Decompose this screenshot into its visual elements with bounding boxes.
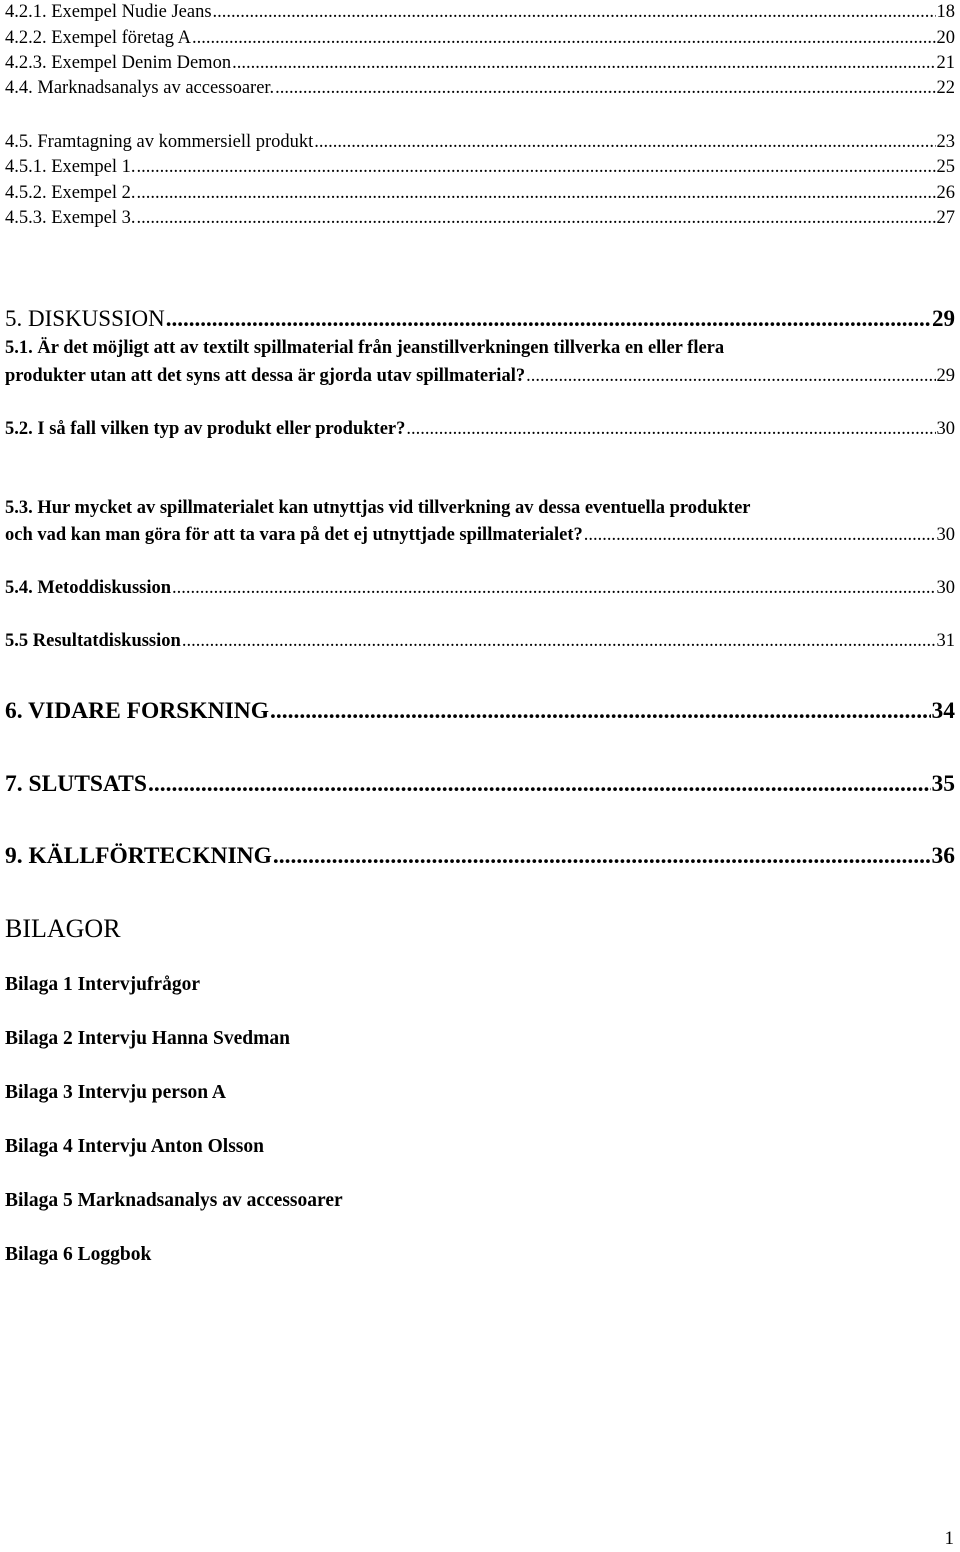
toc-label: 4.5.1. Exempel 1. bbox=[5, 157, 136, 177]
toc-entry-4-5-2[interactable] bbox=[5, 183, 955, 204]
toc-entry-4-5-3[interactable] bbox=[5, 208, 955, 229]
toc-entry-4-2-2[interactable] bbox=[5, 28, 955, 49]
toc-leader bbox=[182, 631, 936, 652]
toc-page: 34 bbox=[931, 698, 955, 724]
toc-label: 5. DISKUSSION bbox=[5, 306, 165, 331]
toc-leader bbox=[137, 183, 936, 204]
toc-label: 7. SLUTSATS bbox=[5, 771, 147, 797]
toc-entry-4-5[interactable] bbox=[5, 132, 955, 153]
toc-page: 25 bbox=[936, 157, 955, 177]
toc-page: 27 bbox=[936, 208, 955, 228]
toc-entry-9[interactable] bbox=[5, 843, 955, 870]
toc-page: 22 bbox=[936, 78, 955, 98]
toc-label: och vad kan man göra för att ta vara på det ej utnyttjade spillmaterialet? bbox=[5, 525, 583, 545]
page-number: 1 bbox=[944, 1528, 954, 1549]
toc-leader bbox=[270, 698, 931, 725]
toc-leader bbox=[275, 78, 935, 99]
toc-page: 23 bbox=[936, 132, 955, 152]
toc-page: 29 bbox=[936, 366, 955, 386]
toc-leader bbox=[148, 771, 931, 798]
toc-entry-4-2-3[interactable] bbox=[5, 53, 955, 74]
toc-label: 4.4. Marknadsanalys av accessoarer. bbox=[5, 78, 275, 98]
toc-page: 30 bbox=[936, 419, 955, 439]
toc-label: produkter utan att det syns att dessa är gjorda utav spillmaterial? bbox=[5, 366, 526, 386]
toc-entry-5[interactable] bbox=[5, 306, 955, 332]
toc-page: 18 bbox=[936, 2, 955, 22]
toc-entry-5-3-line1[interactable]: 5.3. Hur mycket av spillmaterialet kan utnyttjas vid tillverkning av dessa eventuella produkter bbox=[5, 498, 751, 518]
toc-entry-7[interactable] bbox=[5, 771, 955, 798]
toc-label: 5.2. I så fall vilken typ av produkt eller produkter? bbox=[5, 419, 406, 439]
toc-entry-5-2[interactable] bbox=[5, 419, 955, 440]
toc-entry-4-2-1[interactable] bbox=[5, 2, 955, 23]
toc-entry-5-4[interactable] bbox=[5, 578, 955, 599]
bilaga-item-2[interactable]: Bilaga 2 Intervju Hanna Svedman bbox=[5, 1028, 290, 1049]
bilaga-item-6[interactable]: Bilaga 6 Loggbok bbox=[5, 1244, 152, 1265]
bilaga-item-4[interactable]: Bilaga 4 Intervju Anton Olsson bbox=[5, 1136, 264, 1157]
toc-entry-4-4[interactable] bbox=[5, 78, 955, 99]
toc-leader bbox=[273, 843, 931, 870]
toc-leader bbox=[406, 419, 935, 440]
toc-page: 30 bbox=[936, 578, 955, 598]
toc-page: 36 bbox=[931, 843, 955, 869]
toc-leader bbox=[314, 132, 935, 153]
toc-label: 4.5. Framtagning av kommersiell produkt bbox=[5, 132, 314, 152]
toc-leader bbox=[137, 157, 936, 178]
toc-leader bbox=[526, 366, 935, 387]
toc-label: 6. VIDARE FORSKNING bbox=[5, 698, 269, 724]
toc-leader bbox=[166, 306, 931, 332]
toc-leader bbox=[232, 53, 935, 74]
toc-leader bbox=[213, 2, 936, 23]
toc-label: 5.5 Resultatdiskussion bbox=[5, 631, 181, 651]
bilagor-heading: BILAGOR bbox=[5, 914, 121, 943]
toc-page: 20 bbox=[936, 28, 955, 48]
toc-entry-5-5[interactable] bbox=[5, 631, 955, 652]
toc-label: 5.4. Metoddiskussion bbox=[5, 578, 172, 598]
toc-label: 4.2.2. Exempel företag A bbox=[5, 28, 191, 48]
toc-page: 21 bbox=[936, 53, 955, 73]
bilaga-item-5[interactable]: Bilaga 5 Marknadsanalys av accessoarer bbox=[5, 1190, 343, 1211]
toc-page: 31 bbox=[936, 631, 955, 651]
toc-label: 4.5.2. Exempel 2. bbox=[5, 183, 136, 203]
toc-label: 4.5.3. Exempel 3. bbox=[5, 208, 136, 228]
toc-label: 4.2.1. Exempel Nudie Jeans bbox=[5, 2, 212, 22]
toc-page: 30 bbox=[936, 525, 955, 545]
toc-label: 9. KÄLLFÖRTECKNING bbox=[5, 843, 272, 869]
bilaga-item-3[interactable]: Bilaga 3 Intervju person A bbox=[5, 1082, 227, 1103]
toc-entry-6[interactable] bbox=[5, 698, 955, 725]
toc-entry-5-1-line1[interactable]: 5.1. Är det möjligt att av textilt spillmaterial från jeanstillverkningen tillverka en eller flera bbox=[5, 338, 725, 358]
toc-entry-5-1[interactable] bbox=[5, 366, 955, 387]
toc-page: 26 bbox=[936, 183, 955, 203]
toc-entry-4-5-1[interactable] bbox=[5, 157, 955, 178]
toc-page: 29 bbox=[932, 306, 955, 331]
toc-label: 4.2.3. Exempel Denim Demon bbox=[5, 53, 232, 73]
toc-entry-5-3[interactable] bbox=[5, 525, 955, 546]
toc-leader bbox=[584, 525, 936, 546]
bilaga-item-1[interactable]: Bilaga 1 Intervjufrågor bbox=[5, 974, 200, 995]
toc-leader bbox=[137, 208, 936, 229]
toc-leader bbox=[192, 28, 936, 49]
toc-page: 35 bbox=[931, 771, 955, 797]
toc-leader bbox=[172, 578, 935, 599]
